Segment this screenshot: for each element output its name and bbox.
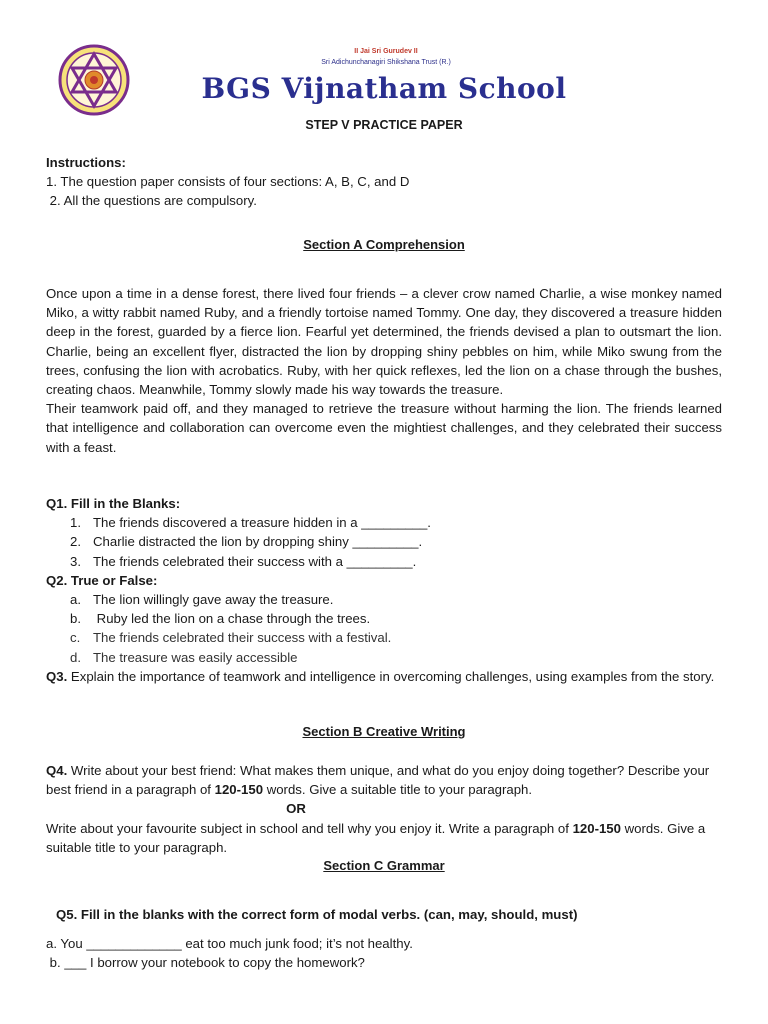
- q3-text: Explain the importance of teamwork and intelligence in overcoming challenges, using examples from the story.: [67, 668, 715, 684]
- instructions-heading: Instructions:: [46, 155, 126, 170]
- instruction-item: 2. All the questions are compulsory.: [46, 193, 257, 209]
- q4-alternative: [46, 819, 722, 857]
- instructions: [46, 153, 722, 211]
- comprehension-passage: [46, 284, 722, 457]
- section-c-heading: Section C Grammar: [323, 858, 445, 873]
- list-text: The treasure was easily accessible: [93, 649, 298, 665]
- list-marker: 3.: [70, 553, 81, 569]
- section-a-heading: Section A Comprehension: [303, 237, 465, 252]
- list-item: [46, 628, 722, 647]
- school-logo-icon: [58, 44, 130, 116]
- list-marker: 2.: [70, 534, 81, 550]
- creative-writing: [46, 761, 722, 857]
- passage-paragraph-1: Once upon a time in a dense forest, there lived four friends – a clever crow named Charlie, a wise monkey named Miko, a witty rabbit named Ruby, and a friendly tortoise named Tommy. One day, they discovered a treasure hidden deep in the forest, guarded by a fierce lion. Fearful yet determined, the friends devised a plan to outsmart the lion. Charlie, being an excellent flyer, distracted the lion by dropping shiny pebbles on him, while Miko swung from the trees, confusing the lion with acrobatics. Ruby, with her quick reflexes, led the lion on a chase through the bushes, creating chaos. Meanwhile, Tommy slowly made his way towards the treasure.: [46, 286, 722, 398]
- q5-text: Q5. Fill in the blanks with the correct form of modal verbs. (can, may, should, must): [56, 907, 578, 922]
- passage-paragraph-2: Their teamwork paid off, and they managed to retrieve the treasure without harming the lion. The friends learned that intelligence and collaboration can overcome even the mightiest challenges, and they celebrated their success with a feast.: [46, 401, 722, 455]
- list-text: The friends celebrated their success with a _________.: [93, 553, 417, 569]
- school-name: BGS Vijnatham School: [201, 72, 567, 105]
- list-marker: b.: [70, 611, 81, 627]
- list-item: [46, 609, 722, 628]
- q4-word-count: 120-150: [214, 782, 264, 798]
- list-text: Charlie distracted the lion by dropping shiny _________.: [93, 534, 423, 550]
- questions-a: [46, 494, 722, 686]
- list-marker: c.: [70, 630, 81, 646]
- q4-label: Q4.: [46, 763, 68, 778]
- list-item: [46, 513, 722, 532]
- list-item: [46, 532, 722, 551]
- instruction-item: 1. The question paper consists of four sections: A, B, C, and D: [46, 174, 410, 190]
- q1-list: [46, 513, 722, 571]
- list-marker: 1.: [70, 515, 81, 531]
- q5-item: b. ___ I borrow your notebook to copy the homework?: [46, 955, 365, 971]
- list-item: [46, 590, 722, 609]
- list-text: The friends discovered a treasure hidden in a _________.: [93, 515, 431, 531]
- list-text: The lion willingly gave away the treasure.: [93, 592, 334, 608]
- q4-text-end: words. Give a suitable title to your paragraph.: [263, 782, 533, 798]
- list-text: The friends celebrated their success with a festival.: [93, 630, 392, 646]
- list-text: Ruby led the lion on a chase through the trees.: [93, 611, 371, 627]
- q3: [46, 667, 722, 686]
- list-item: [46, 552, 722, 571]
- list-item: [46, 648, 722, 667]
- q5-heading: [56, 905, 736, 924]
- section-b-heading: Section B Creative Writing: [302, 724, 466, 739]
- q5-item: a. You _____________ eat too much junk food; it’s not healthy.: [46, 936, 413, 951]
- list-marker: a.: [70, 592, 81, 608]
- q2-list: [46, 590, 722, 667]
- q4-text: Write about your best friend: What makes them unique, and what do you enjoy doing together? Describe your best friend in a paragraph of: [46, 763, 710, 798]
- paper-title: STEP V PRACTICE PAPER: [305, 118, 463, 132]
- list-marker: d.: [70, 649, 81, 665]
- alt-text: Write about your favourite subject in school and tell why you enjoy it. Write a paragraph of: [46, 820, 573, 836]
- alt-word-count: 120-150: [572, 820, 621, 836]
- q1-heading: Q1. Fill in the Blanks:: [46, 496, 181, 511]
- q3-label: Q3.: [46, 668, 68, 684]
- trust-name: Sri Adichunchanagiri Shikshana Trust (R.): [321, 59, 451, 66]
- q4: [46, 761, 722, 799]
- or-divider: OR: [286, 801, 306, 817]
- alt-text-end: words. Give a suitable title to your paragraph.: [46, 820, 706, 855]
- motto-text: II Jai Sri Gurudev II: [354, 48, 418, 55]
- q5-items: [46, 934, 722, 972]
- q2-heading: Q2. True or False:: [46, 572, 158, 588]
